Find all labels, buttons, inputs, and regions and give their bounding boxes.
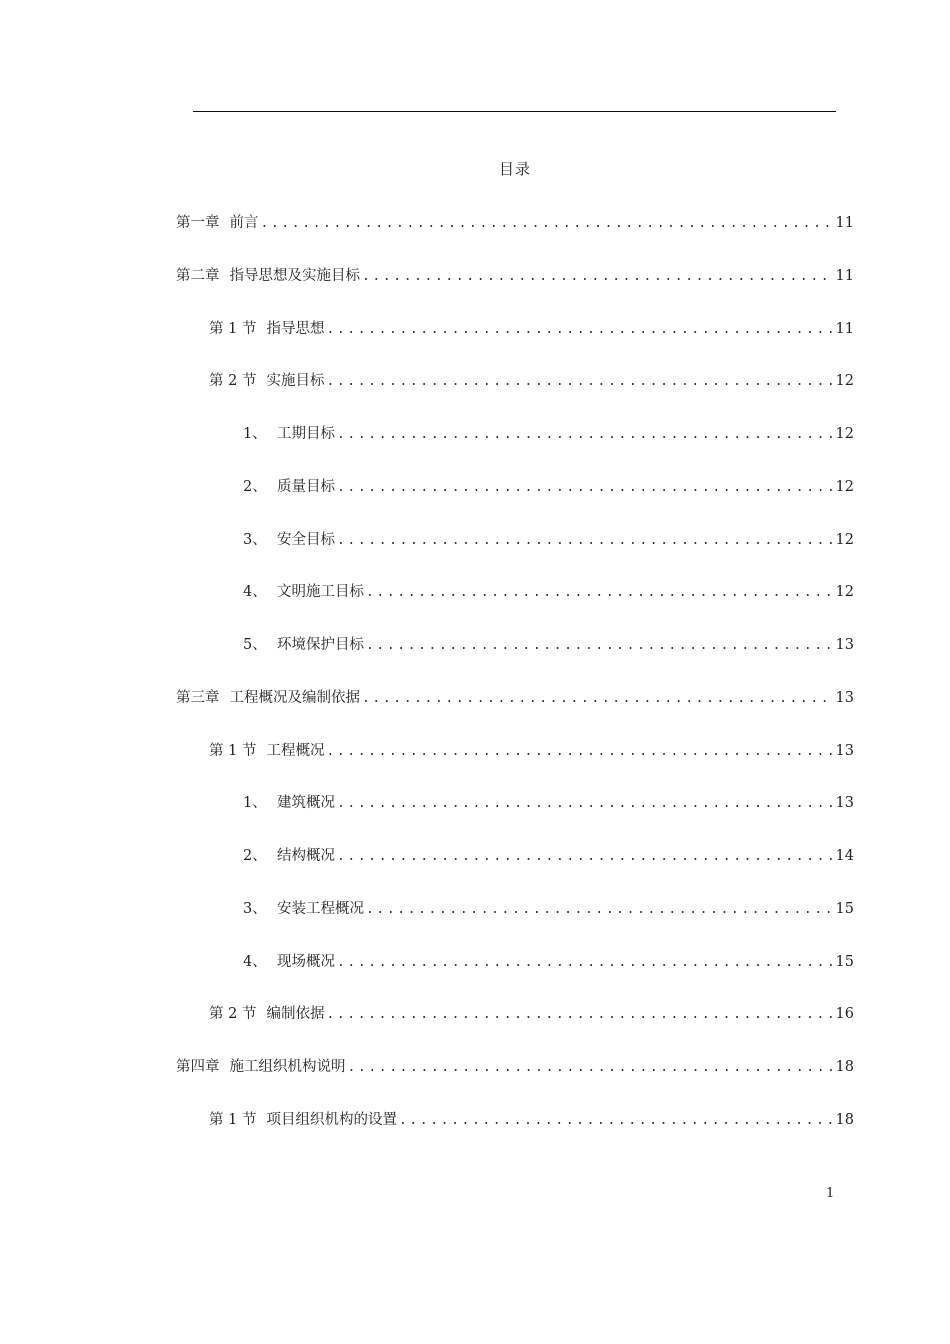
toc-entry-title: 工期目标 [277,426,335,442]
dot-leader [324,1003,832,1027]
toc-entry-title: 工程概况 [266,743,325,759]
toc-entry-title: 前言 [229,215,259,231]
dot-leader [335,792,833,816]
dot-leader [335,423,833,447]
toc-entry-number: 第 1 节 [209,743,257,759]
toc-entry-item[interactable] [243,844,854,868]
toc-entry-number: 第三章 [176,690,220,706]
toc-entry-number: 4、 [243,954,267,970]
toc-entry-title: 安装工程概况 [277,901,364,917]
toc-entry-title: 指导思想 [266,321,325,337]
dot-leader [360,265,833,289]
toc-entry-page: 16 [835,1006,854,1022]
toc-entry-title: 工程概况及编制依据 [229,690,360,706]
toc-entry-number: 第 2 节 [209,1006,257,1022]
toc-entry-number: 3、 [243,901,267,917]
toc-entry-item[interactable] [243,633,854,657]
toc-entry-title: 施工组织机构说明 [229,1059,346,1075]
toc-entry-item[interactable] [243,580,854,604]
toc-entry-page: 12 [835,532,854,548]
toc-entry-page: 15 [835,954,854,970]
toc-entry-section-4-1[interactable] [209,1108,854,1132]
dot-leader [364,581,833,605]
toc-entry-page: 12 [835,479,854,495]
toc-entry-page: 15 [835,901,854,917]
toc-entry-number: 5、 [243,637,267,653]
toc-entry-item[interactable] [243,897,854,921]
toc-entry-page: 11 [835,268,854,284]
toc-entry-title: 安全目标 [277,532,335,548]
dot-leader [324,318,832,342]
toc-entry-number: 第四章 [176,1059,220,1075]
dot-leader [259,212,833,236]
toc-title: 目录 [498,160,531,178]
toc-entry-number: 1、 [243,426,267,442]
toc-entry-chapter-4[interactable] [176,1055,854,1079]
toc-entry-item[interactable] [243,950,854,974]
toc-entry-section-3-2[interactable] [209,1002,854,1026]
toc-entry-item[interactable] [243,422,854,446]
toc-entry-page: 13 [835,637,854,653]
toc-entry-page: 11 [835,321,854,337]
toc-entry-section-3-1[interactable] [209,739,854,763]
dot-leader [397,1109,833,1133]
toc-entry-number: 2、 [243,848,267,864]
toc-entry-section-2-1[interactable] [209,317,854,341]
toc-entry-title: 现场概况 [277,954,335,970]
page-number: 1 [826,1186,835,1201]
toc-entry-page: 12 [835,373,854,389]
toc-entry-item[interactable] [243,791,854,815]
toc-entry-title: 项目组织机构的设置 [266,1112,397,1128]
dot-leader [364,898,833,922]
toc-entry-chapter-1[interactable] [176,211,854,235]
toc-entry-section-2-2[interactable] [209,369,854,393]
toc-entry-item[interactable] [243,528,854,552]
toc-entry-page: 13 [835,743,854,759]
toc-entry-page: 14 [835,848,854,864]
toc-entry-number: 3、 [243,532,267,548]
toc-entry-title: 结构概况 [277,848,335,864]
dot-leader [335,845,833,869]
dot-leader [335,529,833,553]
toc-entry-page: 13 [835,795,854,811]
toc-entry-number: 第 1 节 [209,1112,257,1128]
toc-entry-number: 1、 [243,795,267,811]
toc-entry-page: 13 [835,690,854,706]
toc-entry-page: 12 [835,584,854,600]
toc-entry-number: 2、 [243,479,267,495]
toc-entry-chapter-3[interactable] [176,686,854,710]
header-rule [193,111,836,112]
toc-entry-number: 第一章 [176,215,220,231]
toc-entry-page: 12 [835,426,854,442]
toc-entry-title: 指导思想及实施目标 [229,268,360,284]
toc-entry-title: 环境保护目标 [277,637,364,653]
toc-entry-number: 第 1 节 [209,321,257,337]
dot-leader [360,687,833,711]
dot-leader [335,951,833,975]
toc-entry-number: 第 2 节 [209,373,257,389]
toc-entry-page: 18 [835,1112,854,1128]
toc-entry-title: 文明施工目标 [277,584,364,600]
toc-entry-item[interactable] [243,475,854,499]
dot-leader [335,476,833,500]
toc-entry-title: 编制依据 [266,1006,325,1022]
toc-entry-title: 建筑概况 [277,795,335,811]
toc-entry-page: 18 [835,1059,854,1075]
toc-entry-title: 实施目标 [266,373,325,389]
toc-entry-page: 11 [835,215,854,231]
dot-leader [346,1056,833,1080]
toc-entry-number: 4、 [243,584,267,600]
dot-leader [324,370,832,394]
toc-entry-title: 质量目标 [277,479,335,495]
dot-leader [364,634,833,658]
toc-entry-chapter-2[interactable] [176,264,854,288]
toc-entry-number: 第二章 [176,268,220,284]
dot-leader [324,740,832,764]
